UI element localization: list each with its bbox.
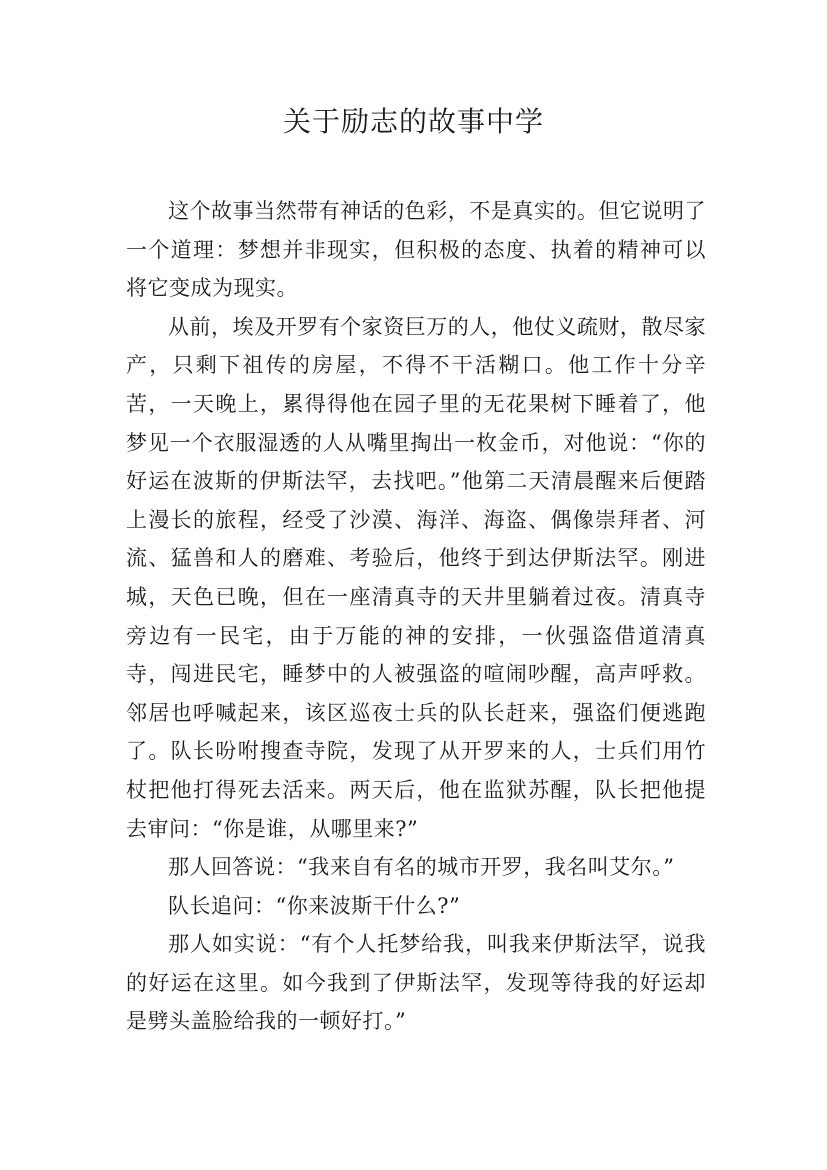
document-body <box>126 192 706 1041</box>
paragraph-4: 队长追问：“你来波斯干什么?” <box>168 893 461 918</box>
paragraph-5: 那人如实说：“有个人托梦给我，叫我来伊斯法罕，说我的好运在这里。如今我到了伊斯法罕，发现等待我的好运却是劈头盖脸给我的一顿好打。” <box>126 932 706 1034</box>
page-title: 关于励志的故事中学 <box>282 105 544 138</box>
paragraph-3: 那人回答说：“我来自有名的城市开罗，我名叫艾尔。” <box>168 855 675 880</box>
paragraph-1: 这个故事当然带有神话的色彩，不是真实的。但它说明了一个道理：梦想并非现实，但积极的态度、执着的精神可以将它变成为现实。 <box>126 199 706 301</box>
paragraph-2: 从前，埃及开罗有个家资巨万的人，他仗义疏财，散尽家产，只剩下祖传的房屋，不得不干活糊口。他工作十分辛苦，一天晚上，累得得他在园子里的无花果树下睡着了，他梦见一个衣服湿透的人从嘴里掏出一枚金币，对他说：“你的好运在波斯的伊斯法罕，去找吧。”他第二天清晨醒来后便踏上漫长的旅程，经受了沙漠、海洋、海盗、偶像崇拜者、河流、猛兽和人的磨难、考验后，他终于到达伊斯法罕。刚进城，天色已晚，但在一座清真寺的天井里躺着过夜。清真寺旁边有一民宅，由于万能的神的安排，一伙强盗借道清真寺，闯进民宅，睡梦中的人被强盗的喧闹吵醒，高声呼救。邻居也呼喊起来，该区巡夜士兵的队长赶来，强盗们便逃跑了。队长吩咐搜查寺院，发现了从开罗来的人，士兵们用竹杖把他打得死去活来。两天后，他在监狱苏醒，队长把他提去审问：“你是谁，从哪里来?” <box>126 314 706 841</box>
